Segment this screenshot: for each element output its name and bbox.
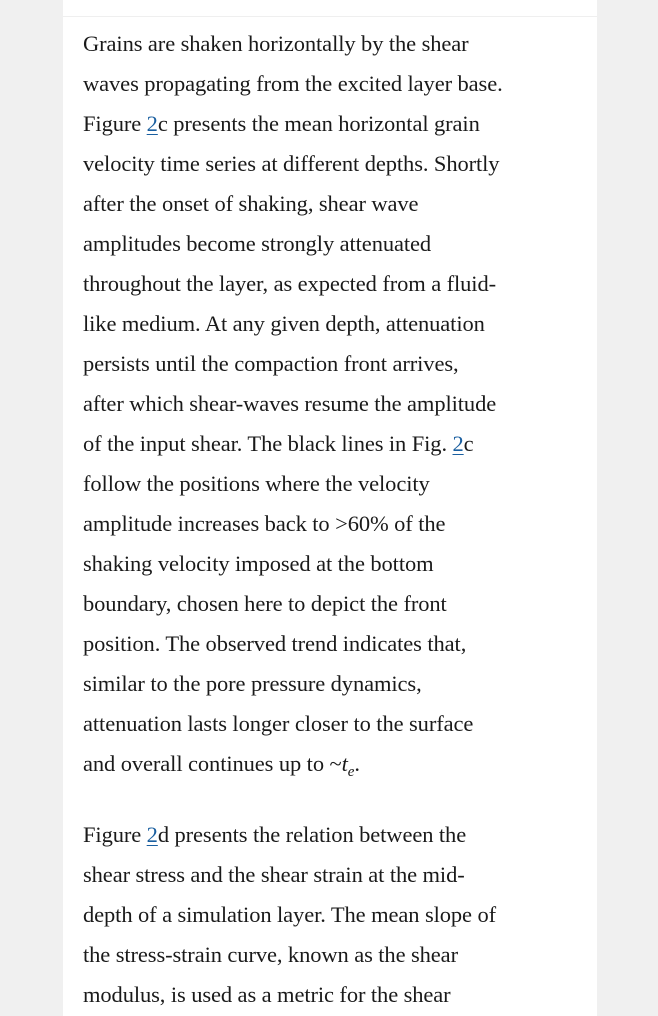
paragraph-1	[83, 24, 583, 792]
text-line: position. The observed trend indicates that,	[83, 631, 467, 656]
text-line: shaking velocity imposed at the bottom	[83, 551, 434, 576]
article-card	[63, 0, 597, 1016]
math-subscript: e	[347, 764, 355, 780]
text-fragment: c	[463, 431, 474, 456]
text-fragment: and overall continues up to ~	[83, 751, 342, 776]
text-line: similar to the pore pressure dynamics,	[83, 671, 422, 696]
text-line: amplitude increases back to >60% of the	[83, 511, 446, 536]
text-line	[83, 744, 583, 792]
text-line: shear stress and the shear strain at the mid-	[83, 862, 465, 887]
text-fragment: d presents the relation between the	[157, 822, 467, 847]
text-line: after the onset of shaking, shear wave	[83, 191, 419, 216]
card-top-edge	[63, 0, 597, 17]
paragraph-2	[83, 815, 583, 1015]
text-line	[83, 815, 583, 855]
text-line: persists until the compaction front arrives,	[83, 351, 459, 376]
text-line: velocity time series at different depths. Shortly	[83, 151, 500, 176]
text-fragment: c presents the mean horizontal grain	[157, 111, 480, 136]
figure-2-link[interactable]: 2	[146, 111, 158, 136]
text-line: throughout the layer, as expected from a fluid-	[83, 271, 497, 296]
figure-2-link[interactable]: 2	[452, 431, 464, 456]
text-line: waves propagating from the excited layer base.	[83, 71, 503, 96]
text-fragment: Figure	[83, 111, 147, 136]
text-line: depth of a simulation layer. The mean slope of	[83, 902, 497, 927]
text-line: follow the positions where the velocity	[83, 471, 430, 496]
text-line: the stress-strain curve, known as the shear	[83, 942, 458, 967]
text-line: after which shear-waves resume the amplitude	[83, 391, 497, 416]
text-line: boundary, chosen here to depict the front	[83, 591, 447, 616]
text-fragment: Figure	[83, 822, 147, 847]
text-line	[83, 104, 583, 144]
text-line: like medium. At any given depth, attenuation	[83, 311, 485, 336]
text-fragment: .	[354, 751, 360, 776]
text-fragment: of the input shear. The black lines in Fig.	[83, 431, 453, 456]
text-line: amplitudes become strongly attenuated	[83, 231, 432, 256]
math-variable: t	[341, 751, 348, 776]
text-line: attenuation lasts longer closer to the surface	[83, 711, 474, 736]
text-line: modulus, is used as a metric for the shear	[83, 982, 451, 1007]
text-line: Grains are shaken horizontally by the shear	[83, 31, 469, 56]
text-line	[83, 424, 583, 464]
figure-2-link[interactable]: 2	[146, 822, 158, 847]
